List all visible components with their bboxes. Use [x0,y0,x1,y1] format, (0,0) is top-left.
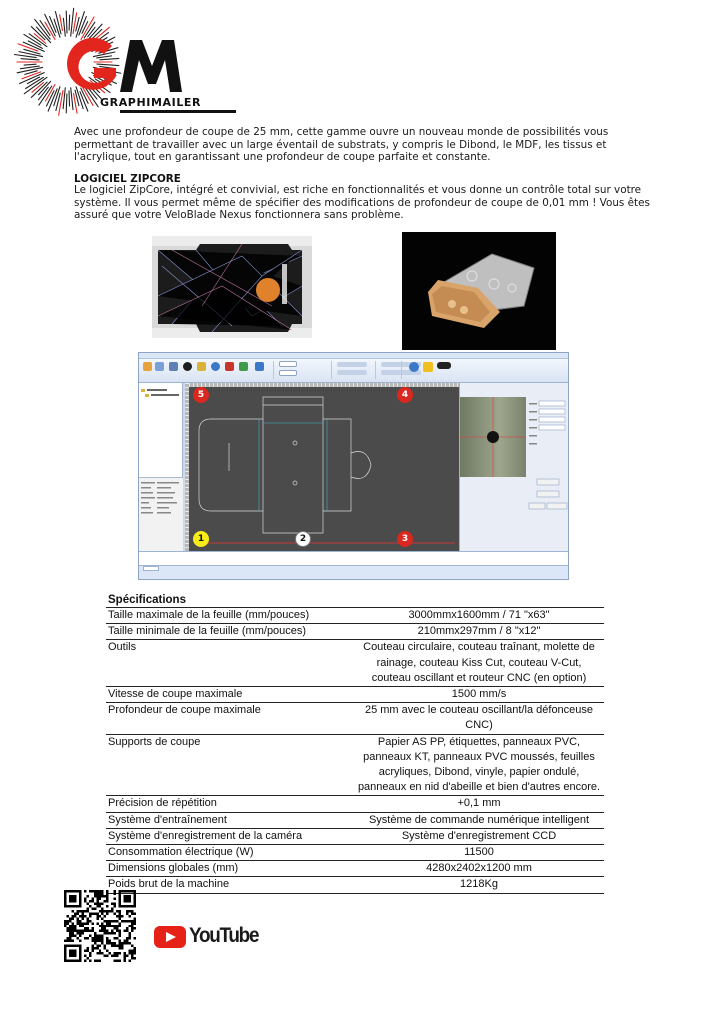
spec-key: Consommation électrique (W) [106,845,354,861]
spec-key: Dimensions globales (mm) [106,861,354,877]
spec-key: Précision de répétition [106,796,354,812]
canvas-ruler-top [185,383,459,387]
table-row [106,734,604,796]
logo-underline [120,110,236,113]
spec-key: Poids brut de la machine [106,877,354,893]
youtube-play-icon [154,926,186,948]
spec-value: 1218Kg [354,877,604,893]
spec-key: Système d'enregistrement de la caméra [106,828,354,844]
spec-value: Système de commande numérique intelligent [354,812,604,828]
logo-wordmark: GRAPHIMAILER [100,96,202,109]
table-row [106,640,604,687]
registration-marker: 1 [193,531,209,547]
ribbon-save-icon [155,362,164,371]
ribbon-help-icon [409,362,419,372]
spec-value: 3000mmx1600mm / 71 "x63" [354,608,604,624]
registration-marker: 5 [193,387,209,403]
spec-key: Supports de coupe [106,734,354,796]
table-row [106,877,604,893]
software-output-tab [143,566,159,571]
table-row [106,608,604,624]
table-row [106,812,604,828]
spec-value: 210mmx297mm / 8 "x12" [354,624,604,640]
spec-value: Papier AS PP, étiquettes, panneaux PVC, panneaux KT, panneaux PVC moussés, feuilles acryliques, Dibond, vinyle, papier ondulé, panneaux en nid d'abeille et bien d'autres encore. [354,734,604,796]
spec-value: Couteau circulaire, couteau traînant, molette de rainage, couteau Kiss Cut, couteau V-Cut, couteau oscillant et routeur CNC (en option) [354,640,604,687]
spec-value: 11500 [354,845,604,861]
table-row [106,845,604,861]
zipcore-software-screenshot [138,352,569,580]
software-cutting-canvas [185,383,459,551]
spec-key: Vitesse de coupe maximale [106,687,354,703]
ribbon-warning-icon [423,362,433,372]
camera-preview [460,397,526,477]
ribbon-open-icon [143,362,152,371]
registration-marker: 3 [397,531,413,547]
ribbon-layout-icon [255,362,264,371]
spec-value: +0,1 mm [354,796,604,812]
software-statusbar [139,565,568,580]
ribbon-dropdown [279,361,297,367]
company-logo [12,6,242,118]
qr-code-icon[interactable] [64,890,136,962]
software-section-body: Le logiciel ZipCore, intégré et convivial, est riche en fonctionnalités et vous donne un contrôle total sur votre système. Il vous permet même de spécifier des modifications de profondeur de coupe de 0,01 mm ! Vous êtes assuré que votre VeloBlade Nexus fonctionnera sans problème. [74,184,650,221]
spec-key: Taille maximale de la feuille (mm/pouces) [106,608,354,624]
logo-gm-mark [64,32,184,100]
canvas-ruler-left [185,383,189,551]
spec-value: 4280x2402x1200 mm [354,861,604,877]
software-ribbon [139,359,568,383]
registration-marker: 4 [397,387,413,403]
spec-value: 25 mm avec le couteau oscillant/la défonceuse CNC) [354,703,604,734]
spec-value: 1500 mm/s [354,687,604,703]
table-row [106,828,604,844]
table-row [106,861,604,877]
specs-table [106,607,604,894]
spec-key: Taille minimale de la feuille (mm/pouces) [106,624,354,640]
ribbon-info-icon [211,362,220,371]
table-row [106,796,604,812]
spec-value: Système d'enregistrement CCD [354,828,604,844]
ribbon-import-icon [169,362,178,371]
youtube-label: YouTube [189,924,259,947]
software-output-panel [139,551,568,565]
printed-box-photo-icon [152,236,312,338]
spec-key: Profondeur de coupe maximale [106,703,354,734]
intro-paragraph: Avec une profondeur de coupe de 25 mm, cette gamme ouvre un nouveau monde de possibilités vous permettant de travailler avec un large éventail de substrats, y compris le Dibond, le MDF, les tissus et l'acrylique, tout en garantissant une profondeur de coupe parfaite et constante. [74,126,609,163]
ribbon-folder-icon [197,362,206,371]
camera-settings [527,399,569,519]
laser-cut-sign-photo-icon [402,232,556,350]
ribbon-start-icon [183,362,192,371]
specs-heading: Spécifications [108,594,186,606]
ribbon-tool-icon [437,362,451,369]
ribbon-camera-icon [239,362,248,371]
ribbon-stop-icon [225,362,234,371]
software-section-title: LOGICIEL ZIPCORE [74,173,181,185]
table-row [106,687,604,703]
spec-key: Outils [106,640,354,687]
table-row [106,703,604,734]
spec-key: Système d'entraînement [106,812,354,828]
table-row [106,624,604,640]
ribbon-dropdown [279,370,297,376]
registration-marker: 2 [295,531,311,547]
youtube-link[interactable] [154,924,259,950]
